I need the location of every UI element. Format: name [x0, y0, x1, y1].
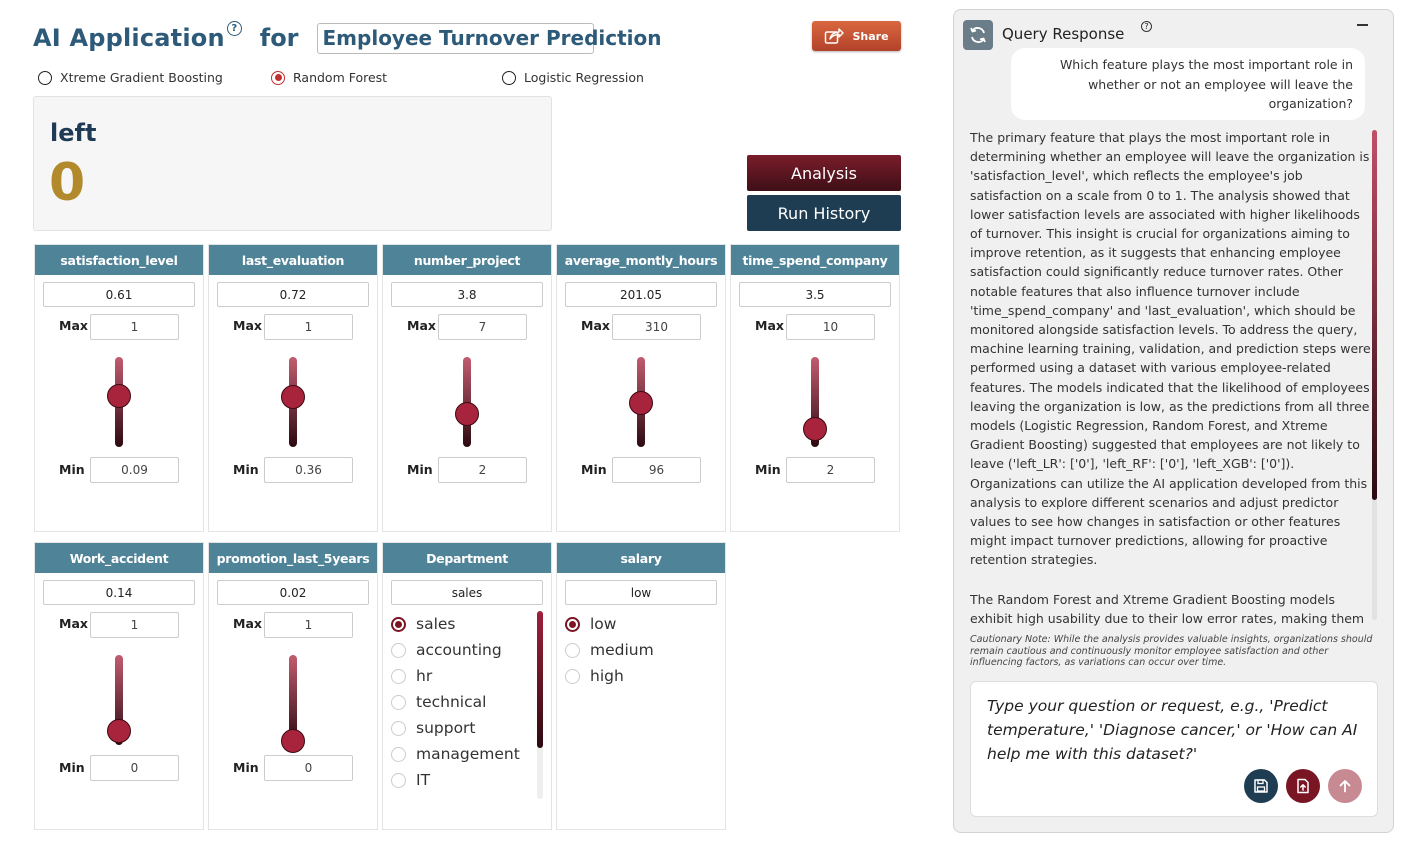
model-label: Logistic Regression	[524, 70, 644, 85]
max-label: Max	[59, 318, 88, 333]
feature-name: promotion_last_5years	[209, 543, 377, 573]
response-paragraph: The Random Forest and Xtreme Gradient Boosting models exhibit high usability due to their low error rates, making them	[970, 591, 1365, 626]
feature-value-input[interactable]: 0.02	[217, 580, 369, 605]
scrollbar-thumb[interactable]	[537, 611, 543, 748]
max-input[interactable]: 310	[612, 314, 701, 340]
feature-value-input[interactable]: 0.61	[43, 282, 195, 307]
feature-card-promotion-last-5years	[208, 542, 378, 830]
min-label: Min	[233, 760, 259, 775]
max-label: Max	[233, 318, 262, 333]
model-option-logistic-regression[interactable]	[502, 70, 644, 85]
department-card	[382, 542, 552, 830]
min-input[interactable]: 0.36	[264, 457, 353, 483]
min-input[interactable]: 2	[438, 457, 527, 483]
min-label: Min	[581, 462, 607, 477]
department-option-sales[interactable]	[391, 611, 520, 637]
feature-value-input[interactable]: 3.8	[391, 282, 543, 307]
arrow-up-icon	[1337, 778, 1353, 794]
radio-icon	[391, 747, 406, 762]
max-input[interactable]: 10	[786, 314, 875, 340]
upload-file-button[interactable]	[1286, 769, 1320, 803]
option-label: high	[590, 667, 624, 685]
radio-icon	[38, 71, 52, 85]
min-input[interactable]: 0	[90, 755, 179, 781]
salary-option-high[interactable]	[565, 663, 654, 689]
radio-icon	[391, 721, 406, 736]
department-option-management[interactable]	[391, 741, 520, 767]
max-input[interactable]: 1	[90, 314, 179, 340]
option-label: sales	[416, 615, 456, 633]
model-selector	[38, 70, 678, 88]
slider-knob[interactable]	[107, 384, 131, 408]
feature-card-work-accident	[34, 542, 204, 830]
slider-knob[interactable]	[281, 729, 305, 753]
department-value-input[interactable]: sales	[391, 580, 543, 605]
model-label: Xtreme Gradient Boosting	[60, 70, 223, 85]
department-scrollbar[interactable]	[537, 611, 543, 799]
department-option-support[interactable]	[391, 715, 520, 741]
salary-option-medium[interactable]	[565, 637, 654, 663]
max-input[interactable]: 1	[90, 612, 179, 638]
feature-card-number-project	[382, 244, 552, 532]
for-label: for	[259, 24, 299, 52]
radio-icon	[565, 669, 580, 684]
send-button[interactable]	[1328, 769, 1362, 803]
model-option-random-forest[interactable]	[271, 70, 387, 85]
response-paragraph: The primary feature that plays the most important role in determining whether an employee will leave the organization is 'satisfaction_level', which reflects the employee's job satisfaction on a scale from 0 to 1. The analysis showed that lower satisfaction levels are associated with higher likelihoods of turnover. This insight is crucial for organizations aiming to improve retention, as it suggests that enhancing employee satisfaction could significantly reduce turnover rates. Other notable features that also influence turnover include 'time_spend_company' and 'last_evaluation', which should be monitored alongside satisfaction levels. To address the query, machine learning training, validation, and prediction steps were performed using a dataset with various employee-related features. The models indicated that the likelihood of employees leaving the organization is low, as the predictions from all three models (Logistic Regression, Random Forest, and Xtreme Gradient Boosting) suggested that employees are not likely to leave ('left_LR': ['0'], 'left_RF': ['0'], 'left_XGB': ['0']). Organizations can utilize the AI application developed from this analysis to explore different scenarios and adjust predictor values to see how changes in satisfaction or other features might impact turnover predictions, allowing for proactive retention strategies.	[970, 130, 1371, 568]
feature-value-input[interactable]: 3.5	[739, 282, 891, 307]
radio-icon	[502, 71, 516, 85]
option-label: accounting	[416, 641, 502, 659]
option-label: medium	[590, 641, 654, 659]
feature-value-input[interactable]: 0.72	[217, 282, 369, 307]
radio-selected-icon	[271, 71, 285, 85]
max-label: Max	[233, 616, 262, 631]
min-input[interactable]: 0.09	[90, 457, 179, 483]
slider-knob[interactable]	[629, 391, 653, 415]
share-icon	[824, 27, 844, 45]
salary-value-input[interactable]: low	[565, 580, 717, 605]
panel-help-icon[interactable]: ?	[1141, 21, 1152, 32]
minimize-icon[interactable]	[1357, 24, 1368, 26]
run-history-button[interactable]: Run History	[747, 195, 901, 231]
min-input[interactable]: 96	[612, 457, 701, 483]
share-label: Share	[852, 29, 889, 43]
slider-knob[interactable]	[281, 385, 305, 409]
radio-selected-icon	[565, 617, 580, 632]
salary-options	[565, 611, 654, 689]
option-label: management	[416, 745, 520, 763]
min-label: Min	[407, 462, 433, 477]
radio-icon	[391, 669, 406, 684]
salary-header: salary	[557, 543, 725, 573]
min-label: Min	[59, 760, 85, 775]
max-input[interactable]: 1	[264, 612, 353, 638]
feature-name: average_montly_hours	[557, 245, 725, 275]
help-icon[interactable]: ?	[227, 21, 242, 36]
save-icon	[1253, 778, 1269, 794]
min-label: Min	[59, 462, 85, 477]
radio-selected-icon	[391, 617, 406, 632]
option-label: IT	[416, 771, 431, 789]
feature-card-average-montly-hours	[556, 244, 726, 532]
panel-title: Query Response	[1002, 25, 1125, 43]
option-label: support	[416, 719, 476, 737]
query-placeholder: Type your question or request, e.g., 'Predict temperature,' 'Diagnose cancer,' or 'How can AI help me with this dataset?'	[987, 697, 1358, 763]
max-label: Max	[59, 616, 88, 631]
user-question: Which feature plays the most important role in whether or not an employee will leave the organization?	[1011, 48, 1365, 120]
scrollbar-thumb[interactable]	[1372, 130, 1377, 500]
option-label: hr	[416, 667, 433, 685]
min-input[interactable]: 0	[264, 755, 353, 781]
radio-icon	[391, 773, 406, 788]
prediction-result	[33, 96, 552, 231]
response-scrollbar[interactable]	[1372, 130, 1377, 620]
title-row	[33, 20, 662, 56]
application-title-input[interactable]: Employee Turnover Prediction	[317, 23, 594, 54]
radio-icon	[565, 643, 580, 658]
feature-card-satisfaction-level	[34, 244, 204, 532]
feature-name: Work_accident	[35, 543, 203, 573]
query-input[interactable]	[970, 681, 1378, 817]
share-button[interactable]	[812, 21, 901, 51]
feature-card-last-evaluation	[208, 244, 378, 532]
department-option-technical[interactable]	[391, 689, 520, 715]
feature-name: time_spend_company	[731, 245, 899, 275]
min-label: Min	[233, 462, 259, 477]
department-header: Department	[383, 543, 551, 573]
result-label: left	[50, 119, 97, 147]
app-title: AI Application	[33, 24, 225, 52]
min-input[interactable]: 2	[786, 457, 875, 483]
feature-name: satisfaction_level	[35, 245, 203, 275]
max-input[interactable]: 7	[438, 314, 527, 340]
department-option-hr[interactable]	[391, 663, 520, 689]
feature-name: number_project	[383, 245, 551, 275]
save-button[interactable]	[1244, 769, 1278, 803]
file-upload-icon	[1295, 778, 1311, 794]
feature-value-input[interactable]: 201.05	[565, 282, 717, 307]
radio-icon	[391, 643, 406, 658]
max-label: Max	[581, 318, 610, 333]
slider-knob[interactable]	[107, 719, 131, 743]
min-label: Min	[755, 462, 781, 477]
option-label: low	[590, 615, 617, 633]
refresh-icon[interactable]	[963, 20, 993, 50]
cautionary-note: Cautionary Note: While the analysis provides valuable insights, organizations should remain cautious and continuously monitor employee satisfaction and other influencing factors, as variations can occur over time.	[970, 634, 1373, 668]
option-label: technical	[416, 693, 487, 711]
department-option-accounting[interactable]	[391, 637, 520, 663]
department-options	[391, 611, 520, 799]
feature-name: last_evaluation	[209, 245, 377, 275]
model-label: Random Forest	[293, 70, 388, 85]
department-option-it[interactable]	[391, 767, 520, 793]
max-label: Max	[407, 318, 436, 333]
salary-card	[556, 542, 726, 830]
feature-value-input[interactable]: 0.14	[43, 580, 195, 605]
slider-knob[interactable]	[455, 402, 479, 426]
feature-card-time-spend-company	[730, 244, 900, 532]
response-text	[970, 128, 1374, 624]
radio-icon	[391, 695, 406, 710]
max-label: Max	[755, 318, 784, 333]
max-input[interactable]: 1	[264, 314, 353, 340]
query-response-panel	[953, 9, 1394, 833]
salary-option-low[interactable]	[565, 611, 654, 637]
slider-knob[interactable]	[803, 417, 827, 441]
result-value: 0	[49, 153, 86, 213]
analysis-button[interactable]: Analysis	[747, 155, 901, 191]
model-option-xgb[interactable]	[38, 70, 223, 85]
